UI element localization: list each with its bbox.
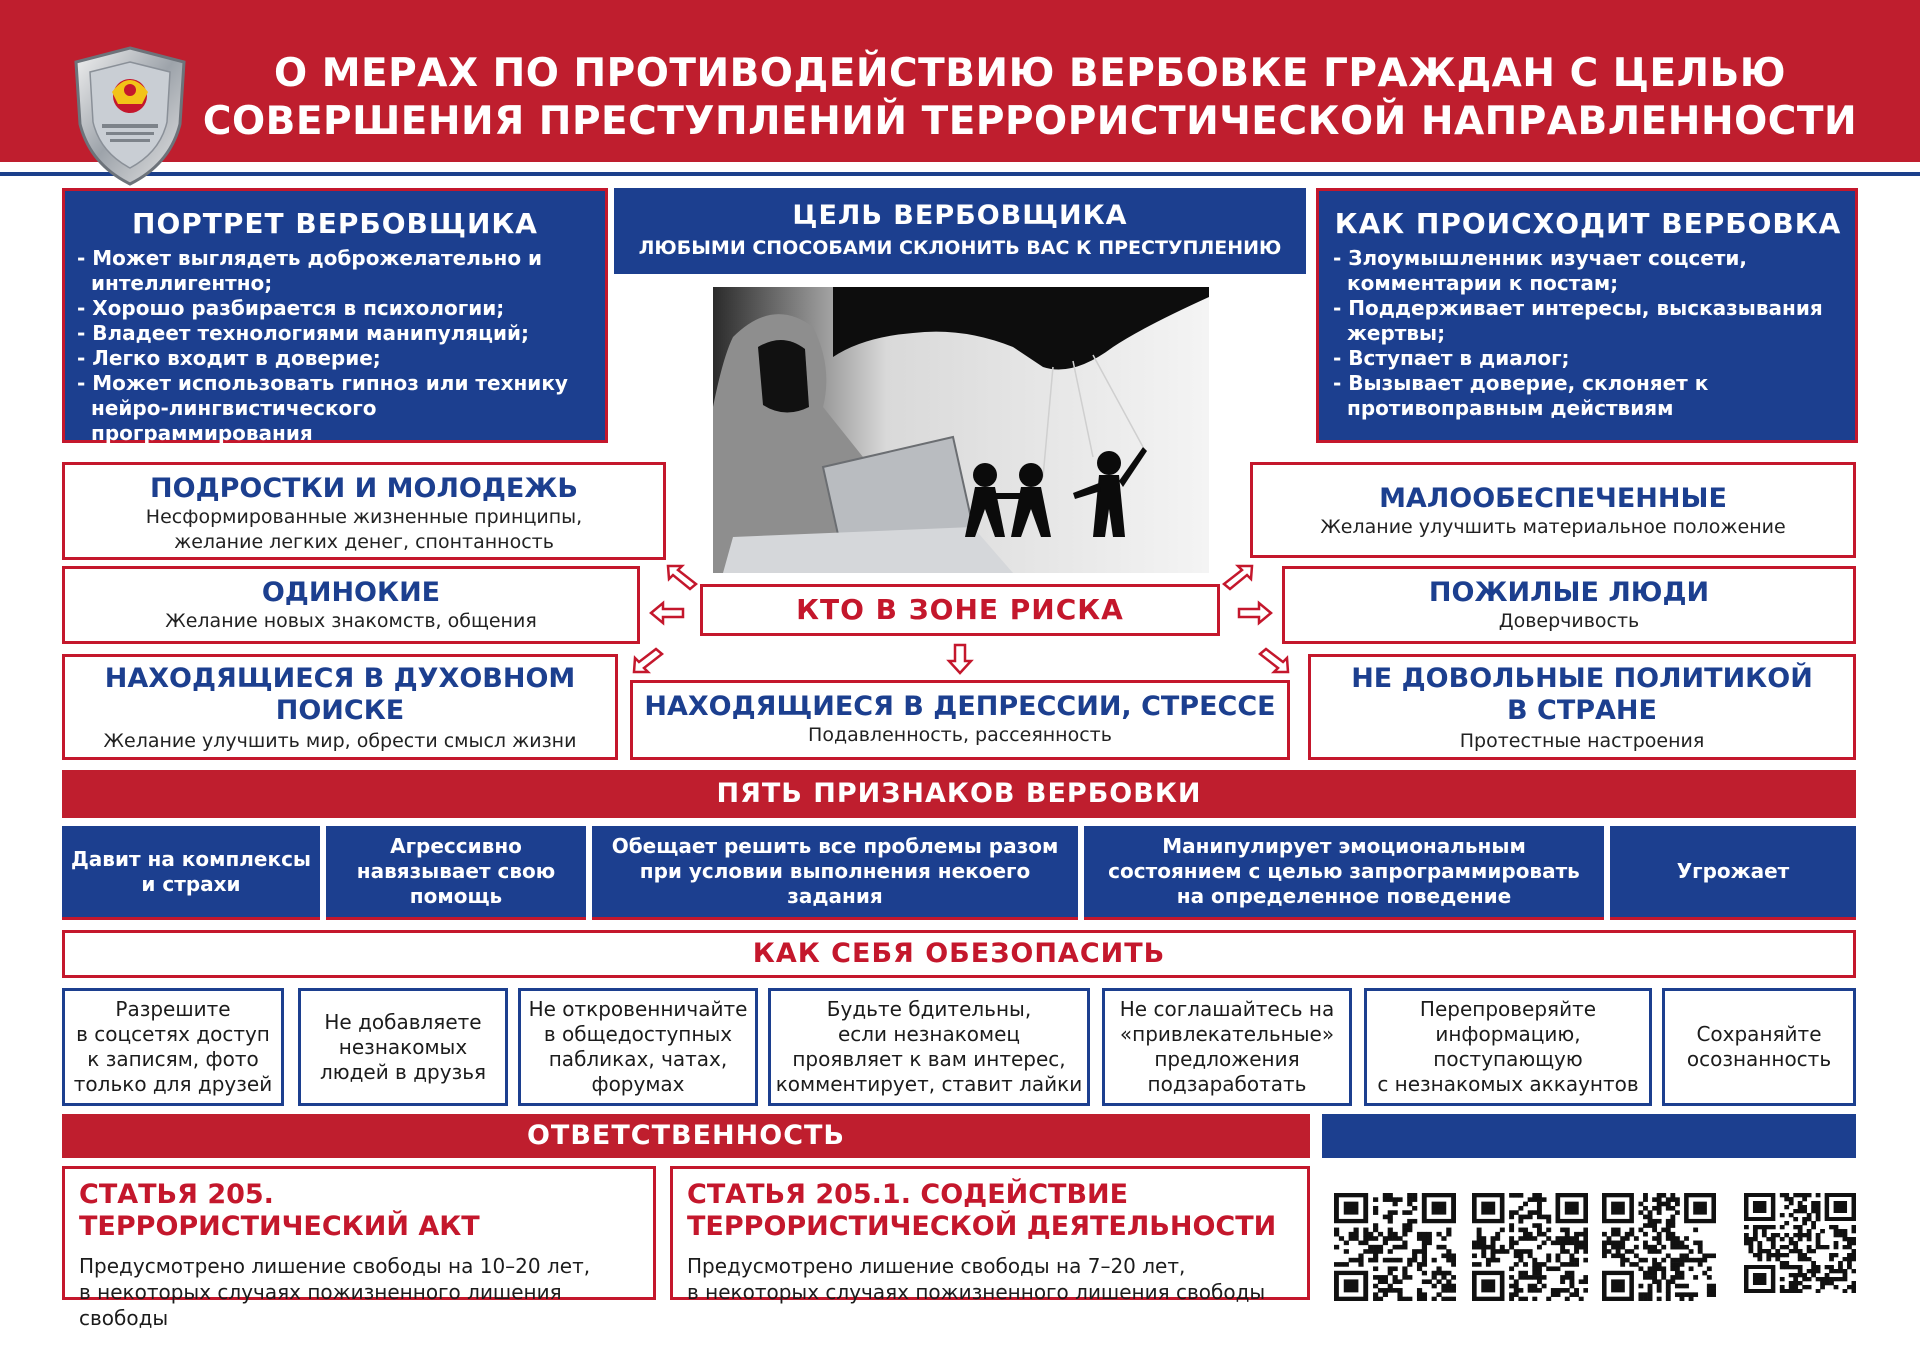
tip-line: информацию, xyxy=(1435,1022,1581,1046)
article-text xyxy=(687,1253,1293,1305)
recruiter-goal-box xyxy=(614,188,1306,274)
arrow-right-icon xyxy=(1236,600,1274,626)
tip-line: «привлекательные» xyxy=(1119,1022,1335,1046)
list-item: - Может выглядеть доброжелательно и интеллигентно; xyxy=(77,246,543,295)
tip-line: людей в друзья xyxy=(319,1059,487,1084)
tip-line: Не соглашайтесь на xyxy=(1119,997,1335,1021)
sign-item xyxy=(592,826,1078,920)
article-title: ТЕРРОРИСТИЧЕСКИЙ АКТ xyxy=(79,1211,480,1242)
risk-title: ПОЖИЛЫЕ ЛЮДИ xyxy=(1428,577,1710,608)
article-text-line: Предусмотрено лишение свободы на 7–20 лет, xyxy=(687,1254,1186,1278)
tip-line: предложения xyxy=(1154,1047,1300,1071)
goal-subtitle: ЛЮБЫМИ СПОСОБАМИ СКЛОНИТЬ ВАС К ПРЕСТУПЛЕНИЮ xyxy=(638,237,1282,259)
risk-elderly-box xyxy=(1282,566,1856,644)
goal-title: ЦЕЛЬ ВЕРБОВЩИКА xyxy=(792,200,1128,231)
article-text-line: Предусмотрено лишение свободы на 10–20 лет, xyxy=(79,1254,591,1278)
header-divider xyxy=(0,162,1920,172)
tip-line: осознанность xyxy=(1686,1047,1832,1071)
sign-line: Угрожает xyxy=(1676,859,1790,883)
signs-title: ПЯТЬ ПРИЗНАКОВ ВЕРБОВКИ xyxy=(62,770,1856,818)
arrow-down-right-icon xyxy=(1256,646,1292,676)
risk-spiritual-box xyxy=(62,654,618,760)
risk-title: ПОИСКЕ xyxy=(275,695,405,726)
article-205-box xyxy=(62,1166,656,1330)
arrow-down-left-icon xyxy=(630,646,666,676)
risk-title: НАХОДЯЩИЕСЯ В ДУХОВНОМ xyxy=(104,663,576,694)
risk-title: ОДИНОКИЕ xyxy=(261,577,441,608)
sign-item xyxy=(62,826,320,920)
list-item: - Хорошо разбирается в психологии; xyxy=(77,296,505,320)
qr-code-icon[interactable] xyxy=(1744,1193,1856,1293)
risk-desc: Доверчивость xyxy=(1498,610,1640,632)
page-title xyxy=(200,50,1860,146)
qr-code-icon[interactable] xyxy=(1602,1193,1716,1301)
process-title: КАК ПРОИСХОДИТ ВЕРБОВКА xyxy=(1334,207,1842,240)
sign-line: Давит на комплексы xyxy=(70,846,312,871)
tip-line: Перепроверяйте xyxy=(1419,997,1597,1021)
risk-desc: желание легких денег, спонтанность xyxy=(174,531,554,553)
article-title: ТЕРРОРИСТИЧЕСКОЙ ДЕЯТЕЛЬНОСТИ xyxy=(687,1211,1277,1242)
list-item: - Вступает в диалог; xyxy=(1333,346,1570,370)
tip-item xyxy=(1102,988,1352,1106)
sign-line: и страхи xyxy=(141,871,241,896)
risk-title: НЕ ДОВОЛЬНЫЕ ПОЛИТИКОЙ xyxy=(1351,663,1813,694)
sign-line: задания xyxy=(787,884,883,908)
qr-code-icon[interactable] xyxy=(1334,1193,1456,1301)
article-text xyxy=(79,1253,639,1331)
recruitment-process-box xyxy=(1316,188,1858,443)
sign-line: Обещает решить все проблемы разом xyxy=(611,834,1059,858)
arrow-up-right-icon xyxy=(1220,562,1256,592)
tip-line: незнакомых xyxy=(338,1034,468,1059)
header-divider-blue xyxy=(0,172,1920,176)
tip-line: Не откровенничайте xyxy=(528,997,748,1021)
tip-line: в общедоступных xyxy=(543,1022,733,1046)
tip-line: проявляет к вам интерес, xyxy=(792,1047,1066,1071)
blue-strip xyxy=(1322,1114,1856,1158)
article-title: СТАТЬЯ 205. xyxy=(79,1179,274,1210)
recruiter-portrait-box xyxy=(62,188,608,443)
risk-depressed-box xyxy=(630,680,1290,760)
recruiter-illustration xyxy=(713,287,1209,573)
tip-item xyxy=(518,988,758,1106)
tip-line: в соцсетях доступ xyxy=(76,1022,270,1046)
sign-item xyxy=(1084,826,1604,920)
risk-title: МАЛООБЕСПЕЧЕННЫЕ xyxy=(1379,483,1727,514)
risk-desc: Желание новых знакомств, общения xyxy=(165,610,537,632)
sign-line: помощь xyxy=(409,884,503,908)
risk-desc: Желание улучшить мир, обрести смысл жизни xyxy=(103,730,577,752)
list-item: - Вызывает доверие, склоняет к противоправным действиям xyxy=(1333,371,1709,420)
risk-lonely-box xyxy=(62,566,640,644)
risk-desc: Подавленность, рассеянность xyxy=(808,724,1112,746)
tip-line: к записям, фото xyxy=(87,1047,259,1071)
tip-line: Будьте бдительны, xyxy=(826,997,1032,1021)
tip-line: пабликах, чатах, xyxy=(548,1047,728,1071)
tip-line: комментирует, ставит лайки xyxy=(775,1072,1083,1096)
tip-line: с незнакомых аккаунтов xyxy=(1377,1072,1639,1096)
tip-line: Разрешите xyxy=(115,997,231,1021)
list-item: - Злоумышленник изучает соцсети, комментарии к постам; xyxy=(1333,246,1748,295)
list-item: - Легко входит в доверие; xyxy=(77,346,381,370)
arrow-left-icon xyxy=(648,600,686,626)
portrait-title: ПОРТРЕТ ВЕРБОВЩИКА xyxy=(132,207,538,240)
arrow-down-icon xyxy=(946,642,974,676)
tip-line: Сохраняйте xyxy=(1696,1022,1822,1046)
tip-item xyxy=(1364,988,1652,1106)
title-line-1: О МЕРАХ ПО ПРОТИВОДЕЙСТВИЮ ВЕРБОВКЕ ГРАЖДАН С ЦЕЛЬЮ xyxy=(274,51,1786,96)
title-line-2: СОВЕРШЕНИЯ ПРЕСТУПЛЕНИЙ ТЕРРОРИСТИЧЕСКОЙ НАПРАВЛЕННОСТИ xyxy=(202,99,1858,144)
risk-desc: Протестные настроения xyxy=(1459,730,1705,752)
sign-line: Агрессивно xyxy=(390,834,522,858)
sign-line: состоянием с целью запрограммировать xyxy=(1108,859,1580,883)
risk-discontent-box xyxy=(1308,654,1856,760)
sign-line: навязывает свою xyxy=(356,859,556,883)
sign-line: на определенное поведение xyxy=(1176,884,1512,908)
tip-line: поступающую xyxy=(1433,1047,1583,1071)
risk-title: В СТРАНЕ xyxy=(1507,695,1657,726)
risk-desc: Желание улучшить материальное положение xyxy=(1320,516,1786,538)
tip-item xyxy=(1662,988,1856,1106)
tip-line: форумах xyxy=(591,1072,685,1096)
tip-item xyxy=(298,988,508,1106)
tip-line: Не добавляете xyxy=(324,1009,482,1034)
tip-line: только для друзей xyxy=(73,1072,273,1096)
sign-line: Манипулирует эмоциональным xyxy=(1162,834,1526,858)
risk-zone-title: КТО В ЗОНЕ РИСКА xyxy=(700,584,1220,636)
tip-line: подзаработать xyxy=(1147,1072,1307,1096)
tip-item xyxy=(768,988,1090,1106)
risk-teens-box xyxy=(62,462,666,560)
risk-poor-box xyxy=(1250,462,1856,558)
risk-title: ПОДРОСТКИ И МОЛОДЕЖЬ xyxy=(150,473,578,504)
article-text-line: в некоторых случаях пожизненного лишения свободы xyxy=(687,1280,1266,1304)
protect-title: КАК СЕБЯ ОБЕЗОПАСИТЬ xyxy=(62,930,1856,978)
shield-emblem-icon xyxy=(72,46,188,186)
risk-title: НАХОДЯЩИЕСЯ В ДЕПРЕССИИ, СТРЕССЕ xyxy=(644,691,1276,722)
article-205-1-box xyxy=(670,1166,1310,1304)
arrow-up-left-icon xyxy=(664,562,700,592)
sign-line: при условии выполнения некоего xyxy=(639,859,1031,883)
list-item: - Поддерживает интересы, высказывания жертвы; xyxy=(1333,296,1823,345)
sign-item xyxy=(326,826,586,920)
risk-desc: Несформированные жизненные принципы, xyxy=(145,506,583,528)
qr-code-icon[interactable] xyxy=(1472,1193,1588,1301)
tip-item xyxy=(62,988,284,1106)
sign-item xyxy=(1610,826,1856,920)
list-item: - Может использовать гипноз или технику нейро-лингвистического программирования xyxy=(77,371,568,445)
article-title: СТАТЬЯ 205.1. СОДЕЙСТВИЕ xyxy=(687,1179,1129,1210)
article-text-line: в некоторых случаях пожизненного лишения свободы xyxy=(79,1280,562,1330)
tip-line: если незнакомец xyxy=(837,1022,1021,1046)
list-item: - Владеет технологиями манипуляций; xyxy=(77,321,529,345)
responsibility-title: ОТВЕТСТВЕННОСТЬ xyxy=(62,1114,1310,1158)
